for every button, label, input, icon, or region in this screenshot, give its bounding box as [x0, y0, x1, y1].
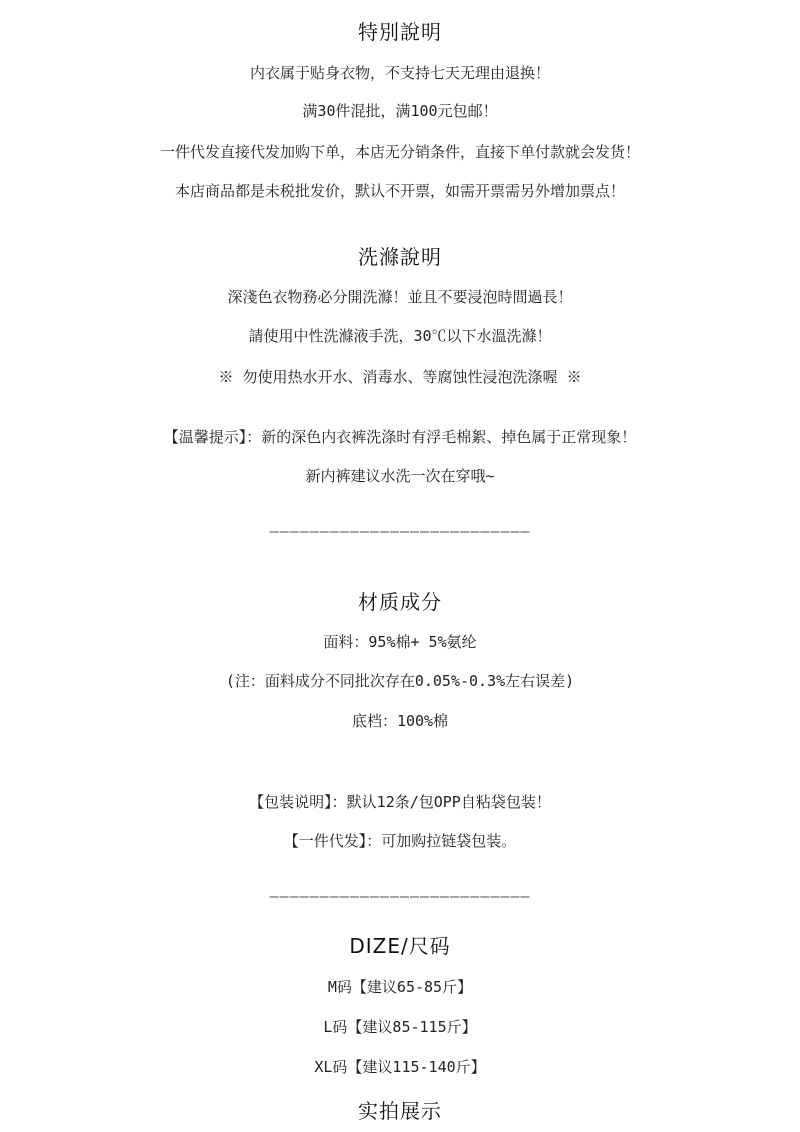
washing-line: 請使用中性洗滌液手洗，30℃以下水溫洗滌！ — [248, 327, 552, 345]
sizes-title: DIZE/尺码 — [349, 934, 451, 958]
material-note-line: (注：面料成分不同批次存在0.05%-0.3%左右误差) — [225, 672, 575, 690]
special-notes-line: 满30件混批，满100元包邮！ — [302, 102, 498, 120]
section-divider: —————————————————————————— — [269, 522, 531, 540]
size-line: M码【建议65-85斤】 — [327, 978, 473, 996]
material-title: 材质成分 — [358, 590, 442, 614]
special-notes-line: 一件代发直接代发加购下单，本店无分销条件，直接下单付款就会发货！ — [159, 143, 640, 161]
special-notes-line: 本店商品都是未税批发价，默认不开票，如需开票需另外增加票点！ — [174, 182, 625, 200]
material-line: 底档：100%棉 — [351, 712, 449, 730]
size-line: XL码【建议115-140斤】 — [314, 1058, 486, 1076]
special-notes-line: 内衣属于贴身衣物，不支持七天无理由退换！ — [249, 64, 550, 82]
packaging-line: 【包装说明】：默认12条/包OPP自粘袋包装！ — [249, 793, 551, 811]
special-notes-title: 特別說明 — [358, 20, 442, 44]
photos-title: 实拍展示 — [358, 1099, 442, 1123]
washing-title: 洗滌說明 — [358, 245, 442, 269]
section-divider: —————————————————————————— — [269, 887, 531, 905]
packaging-line: 【一件代发】：可加购拉链袋包装。 — [283, 832, 517, 850]
washing-tip-line: 【温馨提示】：新的深色内衣裤洗涤时有浮毛棉絮、掉色属于正常现象！ — [163, 428, 637, 446]
washing-tip-line: 新内裤建议水洗一次在穿哦~ — [305, 467, 495, 485]
material-line: 面料：95%棉+ 5%氨纶 — [323, 633, 477, 651]
washing-line: 深淺色衣物務必分開洗滌！並且不要浸泡時間過長！ — [227, 288, 573, 306]
size-line: L码【建议85-115斤】 — [323, 1018, 477, 1036]
washing-warning-line: ※ 勿使用热水开水、消毒水、等腐蚀性浸泡洗涤喔 ※ — [218, 368, 582, 386]
